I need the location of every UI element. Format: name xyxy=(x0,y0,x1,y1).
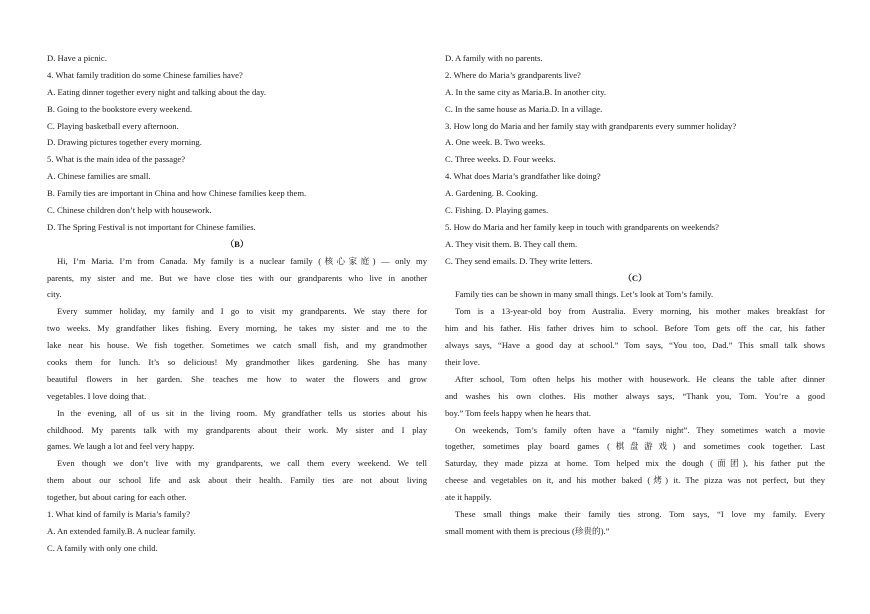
left-text-line: 1. What kind of family is Maria’s family? xyxy=(47,509,191,520)
left-section-heading: （B） xyxy=(225,238,249,249)
left-text-line: A. Eating dinner together every night and talking about the day. xyxy=(47,86,266,97)
left-text-line: D. Have a picnic. xyxy=(47,53,107,63)
left-text-line: 4. What family tradition do some Chinese families have? xyxy=(47,69,243,80)
left-text-line: vegetables. I love doing that. xyxy=(47,390,147,401)
right-text-line: ate it happily. xyxy=(445,492,492,503)
left-text-line: C. A family with only one child. xyxy=(47,542,158,553)
right-text-line: A. In the same city as Maria.B. In another city. xyxy=(445,86,607,97)
left-text-line: Hi, I’m Maria. I’m from Canada. My family is a nuclear family (核心家庭) — only my xyxy=(57,255,427,266)
left-text-line: Even though we don’t live with my grandparents, we call them every weekend. We tell xyxy=(57,458,427,469)
left-text-line: A. An extended family.B. A nuclear family. xyxy=(47,525,196,536)
left-text-line: D. Drawing pictures together every morning. xyxy=(47,137,202,148)
right-text-line: C. Three weeks. D. Four weeks. xyxy=(445,154,556,165)
left-text-line: C. Playing basketball every afternoon. xyxy=(47,120,179,131)
right-text-line: him and his father. His father drives him to school. Before Tom gets off the car, his father xyxy=(445,323,825,334)
left-text-line: beautiful flowers in her garden. She teaches me how to water the flowers and grow xyxy=(47,373,427,384)
right-text-line: and washes his own clothes. His mother always says, “Thank you, Tom. You’re a good xyxy=(445,390,825,401)
right-text-line: small moment with them is precious (珍贵的).” xyxy=(445,525,610,536)
right-text-line: C. In the same house as Maria.D. In a village. xyxy=(445,103,603,114)
left-text-line: A. Chinese families are small. xyxy=(47,171,151,182)
left-text-line: two weeks. My grandfather likes fishing. Every morning, he takes my sister and me to the xyxy=(47,323,427,334)
right-text-line: 2. Where do Maria’s grandparents live? xyxy=(445,69,581,80)
right-text-line: C. They send emails. D. They write letters. xyxy=(445,255,593,266)
right-text-line: A. One week. B. Two weeks. xyxy=(445,137,546,148)
right-text-line: always says, “Have a good day at school.” Tom says, “You too, Dad.” This small talk shows xyxy=(445,340,825,351)
left-text-line: D. The Spring Festival is not important for Chinese families. xyxy=(47,221,256,232)
right-text-line: A. They visit them. B. They call them. xyxy=(445,238,578,249)
left-text-line: cooks them for lunch. It’s so delicious! My grandmother likes gardening. She has many xyxy=(47,357,427,368)
left-text-line: games. We laugh a lot and feel very happy. xyxy=(47,441,195,452)
right-text-line: 3. How long do Maria and her family stay with grandparents every summer holiday? xyxy=(445,120,737,131)
right-text-line: C. Fishing. D. Playing games. xyxy=(445,205,549,216)
right-text-line: 4. What does Maria’s grandfather like doing? xyxy=(445,171,601,182)
right-text-line: A. Gardening. B. Cooking. xyxy=(445,188,538,199)
right-text-line: boy.” Tom feels happy when he hears that. xyxy=(445,407,591,418)
left-text-line: childhood. My parents talk with my grandparents about their work. My sister and I play xyxy=(47,424,427,435)
left-text-line: 5. What is the main idea of the passage? xyxy=(47,154,186,165)
left-text-line: In the evening, all of us sit in the living room. My grandfather tells us stories about his xyxy=(57,407,427,418)
left-text-line: B. Family ties are important in China and how Chinese families keep them. xyxy=(47,188,307,199)
left-text-line: B. Going to the bookstore every weekend. xyxy=(47,103,193,114)
left-text-line: C. Chinese children don’t help with housework. xyxy=(47,205,212,216)
right-text-line: Saturday, they made pizza at home. Tom helped mix the dough (面团), his father put the xyxy=(445,458,825,469)
left-text-line: together, but about caring for each other. xyxy=(47,492,187,503)
right-text-line: Tom is a 13-year-old boy from Australia. Every morning, his mother makes breakfast for xyxy=(455,306,825,317)
right-text-line: D. A family with no parents. xyxy=(445,53,543,63)
right-text-line: together, sometimes play board games (棋盘游戏) and sometimes cook together. Last xyxy=(445,441,825,452)
right-text-line: On weekends, Tom’s family often have a “family night”. They sometimes watch a movie xyxy=(455,424,825,435)
left-column xyxy=(47,50,427,557)
left-text-line: Every summer holiday, my family and I go to visit my grandparents. We stay there for xyxy=(57,306,427,317)
right-text-line: Family ties can be shown in many small things. Let’s look at Tom’s family. xyxy=(455,289,714,300)
left-text-line: them about our school life and ask about their health. Family ties are not about living xyxy=(47,475,427,486)
right-text-line: These small things make their family ties strong. Tom says, “I love my family. Every xyxy=(455,509,825,520)
right-column xyxy=(445,50,825,540)
right-text-line: their love. xyxy=(445,357,480,368)
left-text-line: city. xyxy=(47,289,62,300)
right-text-line: After school, Tom often helps his mother with housework. He cleans the table after dinner xyxy=(455,373,825,384)
left-text-line: lake near his house. We fish together. Sometimes we catch small fish, and my grandmother xyxy=(47,340,427,351)
right-section-heading: （C） xyxy=(623,272,647,283)
right-text-line: cheese and vegetables on it, and his mother baked (烤) it. The pizza was not perfect, but they xyxy=(445,475,825,486)
left-text-line: parents, my sister and me. But we have close ties with our grandparents who live in another xyxy=(47,272,427,283)
right-text-line: 5. How do Maria and her family keep in touch with grandparents on weekends? xyxy=(445,221,719,232)
